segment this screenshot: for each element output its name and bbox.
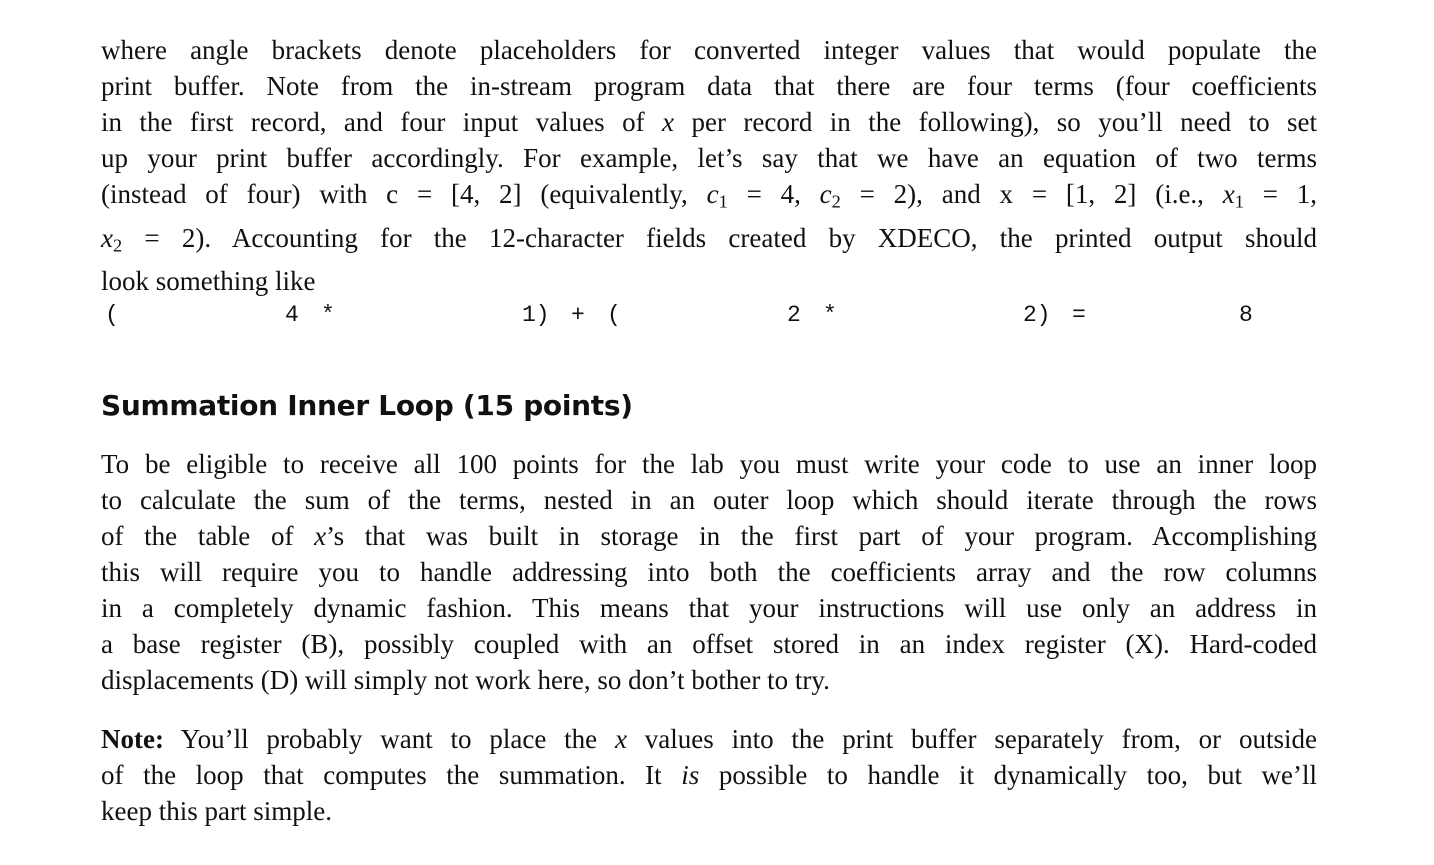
printed-output-example	[101, 302, 1317, 334]
text-line: in the first record, and four input values of x per record in the following), so you’ll need to set	[101, 107, 1317, 137]
output-x-2: 2)	[1023, 302, 1051, 328]
output-coef-1: 4	[285, 302, 299, 328]
output-equals: =	[1072, 302, 1086, 328]
output-coef-2: 2	[787, 302, 801, 328]
text-line: this will require you to handle addressing into both the coefficients array and the row columns	[101, 557, 1317, 587]
output-open-paren: (	[105, 302, 119, 328]
text-line: of the table of x’s that was built in storage in the first part of your program. Accomplishing	[101, 521, 1317, 551]
text-line: in a completely dynamic fashion. This means that your instructions will use only an address in	[101, 593, 1317, 623]
text-line: up your print buffer accordingly. For example, let’s say that we have an equation of two terms	[101, 143, 1317, 173]
text-line: Note: You’ll probably want to place the x values into the print buffer separately from, or outside	[101, 724, 1317, 754]
text-line: (instead of four) with c = [4, 2] (equivalently, $c_1 = 4$, $c_2 = 2$), and x = [1, 2] (i.e., $x_1 = 1$,	[101, 179, 1318, 212]
section-heading: Summation Inner Loop (15 points)	[101, 389, 633, 422]
note-label: Note:	[101, 724, 164, 754]
output-plus: +	[571, 302, 585, 328]
math-var-x: x	[662, 107, 675, 137]
output-x-1: 1)	[522, 302, 550, 328]
section-body	[101, 446, 1317, 698]
text-line: of the loop that computes the summation. It is possible to handle it dynamically too, but we’ll	[101, 760, 1317, 790]
intro-paragraph	[101, 32, 1317, 299]
text-line: To be eligible to receive all 100 points for the lab you must write your code to use an inner loop	[101, 449, 1317, 479]
text-line: $x_2 = 2$). Accounting for the 12-character fields created by XDECO, the printed output should	[101, 222, 1317, 256]
math-var-x: x	[314, 521, 327, 551]
text-line: print buffer. Note from the in-stream program data that there are four terms (four coefficients	[101, 71, 1317, 101]
note-paragraph	[101, 721, 1317, 829]
text-line: keep this part simple.	[101, 796, 332, 826]
text-line: to calculate the sum of the terms, nested in an outer loop which should iterate through the rows	[101, 485, 1317, 515]
text-line: displacements (D) will simply not work here, so don’t bother to try.	[101, 665, 830, 695]
output-star-2: *	[823, 302, 837, 328]
output-result: 8	[1239, 302, 1253, 328]
output-star-1: *	[321, 302, 335, 328]
text-line: a base register (B), possibly coupled with an offset stored in an index register (X). Hard-coded	[101, 629, 1317, 659]
output-open-paren-2: (	[607, 302, 621, 328]
text-line: look something like	[101, 266, 316, 297]
emphasis: is	[681, 760, 700, 790]
text-line: where angle brackets denote placeholders for converted integer values that would populate the	[101, 35, 1317, 65]
